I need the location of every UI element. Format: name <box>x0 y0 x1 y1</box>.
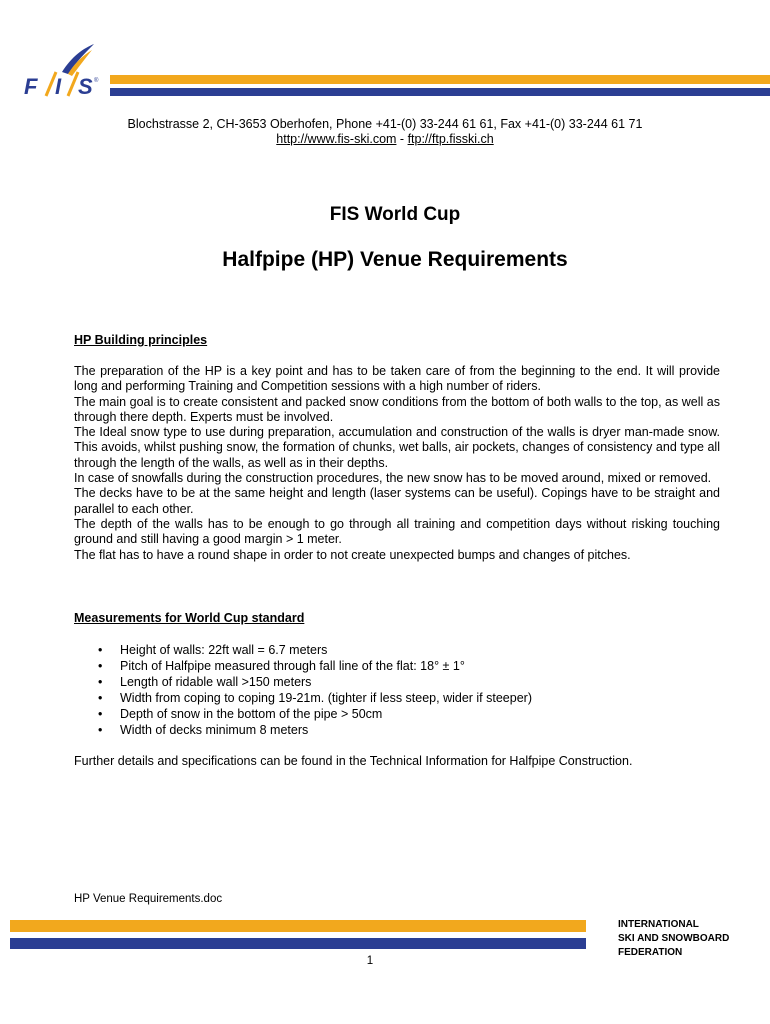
footer-filename: HP Venue Requirements.doc <box>74 893 223 905</box>
further-details-text: Further details and specifications can be found in the Technical Information for Halfpipe Construction. <box>74 754 633 768</box>
list-item: • Width of decks minimum 8 meters <box>74 722 734 738</box>
fis-logo <box>22 42 102 102</box>
ftp-link[interactable]: ftp://ftp.fisski.ch <box>407 132 494 146</box>
building-principles-text <box>74 364 720 563</box>
document-title: FIS World Cup <box>329 204 461 225</box>
federation-line: FEDERATION <box>618 947 683 958</box>
paragraph: The main goal is to create consistent and packed snow conditions from the bottom of both walls to the top, as well as through there depth. Experts must be involved. <box>74 394 720 424</box>
link-line <box>0 132 770 147</box>
measurements-list <box>74 642 734 738</box>
list-item: • Length of ridable wall >150 meters <box>74 674 734 690</box>
paragraph: In case of snowfalls during the construction procedures, the new snow has to be moved around, mixed or removed. <box>74 471 712 486</box>
footer-bar-blue <box>10 938 586 949</box>
paragraph: The depth of the walls has to be enough to go through all training and competition days without risking touching ground and still having a good margin > 1 meter. <box>74 516 720 547</box>
list-item: • Depth of snow in the bottom of the pipe > 50cm <box>74 706 734 722</box>
document-subtitle: Halfpipe (HP) Venue Requirements <box>222 248 568 271</box>
website-link[interactable]: http://www.fis-ski.com <box>276 132 397 146</box>
paragraph: The decks have to be at the same height and length (laser systems can be useful). Copings have to be straight and parallel to each other. <box>74 486 720 516</box>
list-item: • Pitch of Halfpipe measured through fall line of the flat: 18° ± 1° <box>74 658 734 674</box>
section-heading-measurements: Measurements for World Cup standard <box>74 611 305 625</box>
footer-bar-orange <box>10 920 586 932</box>
section-heading-building-principles: HP Building principles <box>74 333 208 347</box>
svg-text:I: I <box>55 74 62 99</box>
header-bar-orange <box>110 75 770 84</box>
link-separator: - <box>396 132 408 146</box>
list-item: • Width from coping to coping 19-21m. (tighter if less steep, wider if steeper) <box>74 690 734 706</box>
list-item: • Height of walls: 22ft wall = 6.7 meters <box>74 642 734 658</box>
federation-line: SKI AND SNOWBOARD <box>618 933 730 944</box>
paragraph: The preparation of the HP is a key point and has to be taken care of from the beginning to the end. It will provide long and performing Training and Competition sessions with a high number of riders. <box>74 364 720 394</box>
page-number: 1 <box>366 955 374 967</box>
address-block <box>0 117 770 147</box>
svg-text:®: ® <box>94 78 99 84</box>
address-line: Blochstrasse 2, CH-3653 Oberhofen, Phone +41-(0) 33-244 61 61, Fax +41-(0) 33-244 61 71 <box>127 117 643 131</box>
federation-line: INTERNATIONAL <box>618 919 699 930</box>
header-bar-blue <box>110 88 770 96</box>
svg-text:F: F <box>24 74 38 99</box>
paragraph: The flat has to have a round shape in order to not create unexpected bumps and changes of pitches. <box>74 547 631 562</box>
paragraph: The Ideal snow type to use during preparation, accumulation and construction of the walls is dryer man-made snow. This avoids, whilst pushing snow, the formation of chunks, wet balls, air pockets, changes of consistency and type all through the length of the walls, as well as in their depths. <box>74 425 720 470</box>
svg-text:S: S <box>78 74 93 99</box>
federation-name <box>618 918 768 960</box>
